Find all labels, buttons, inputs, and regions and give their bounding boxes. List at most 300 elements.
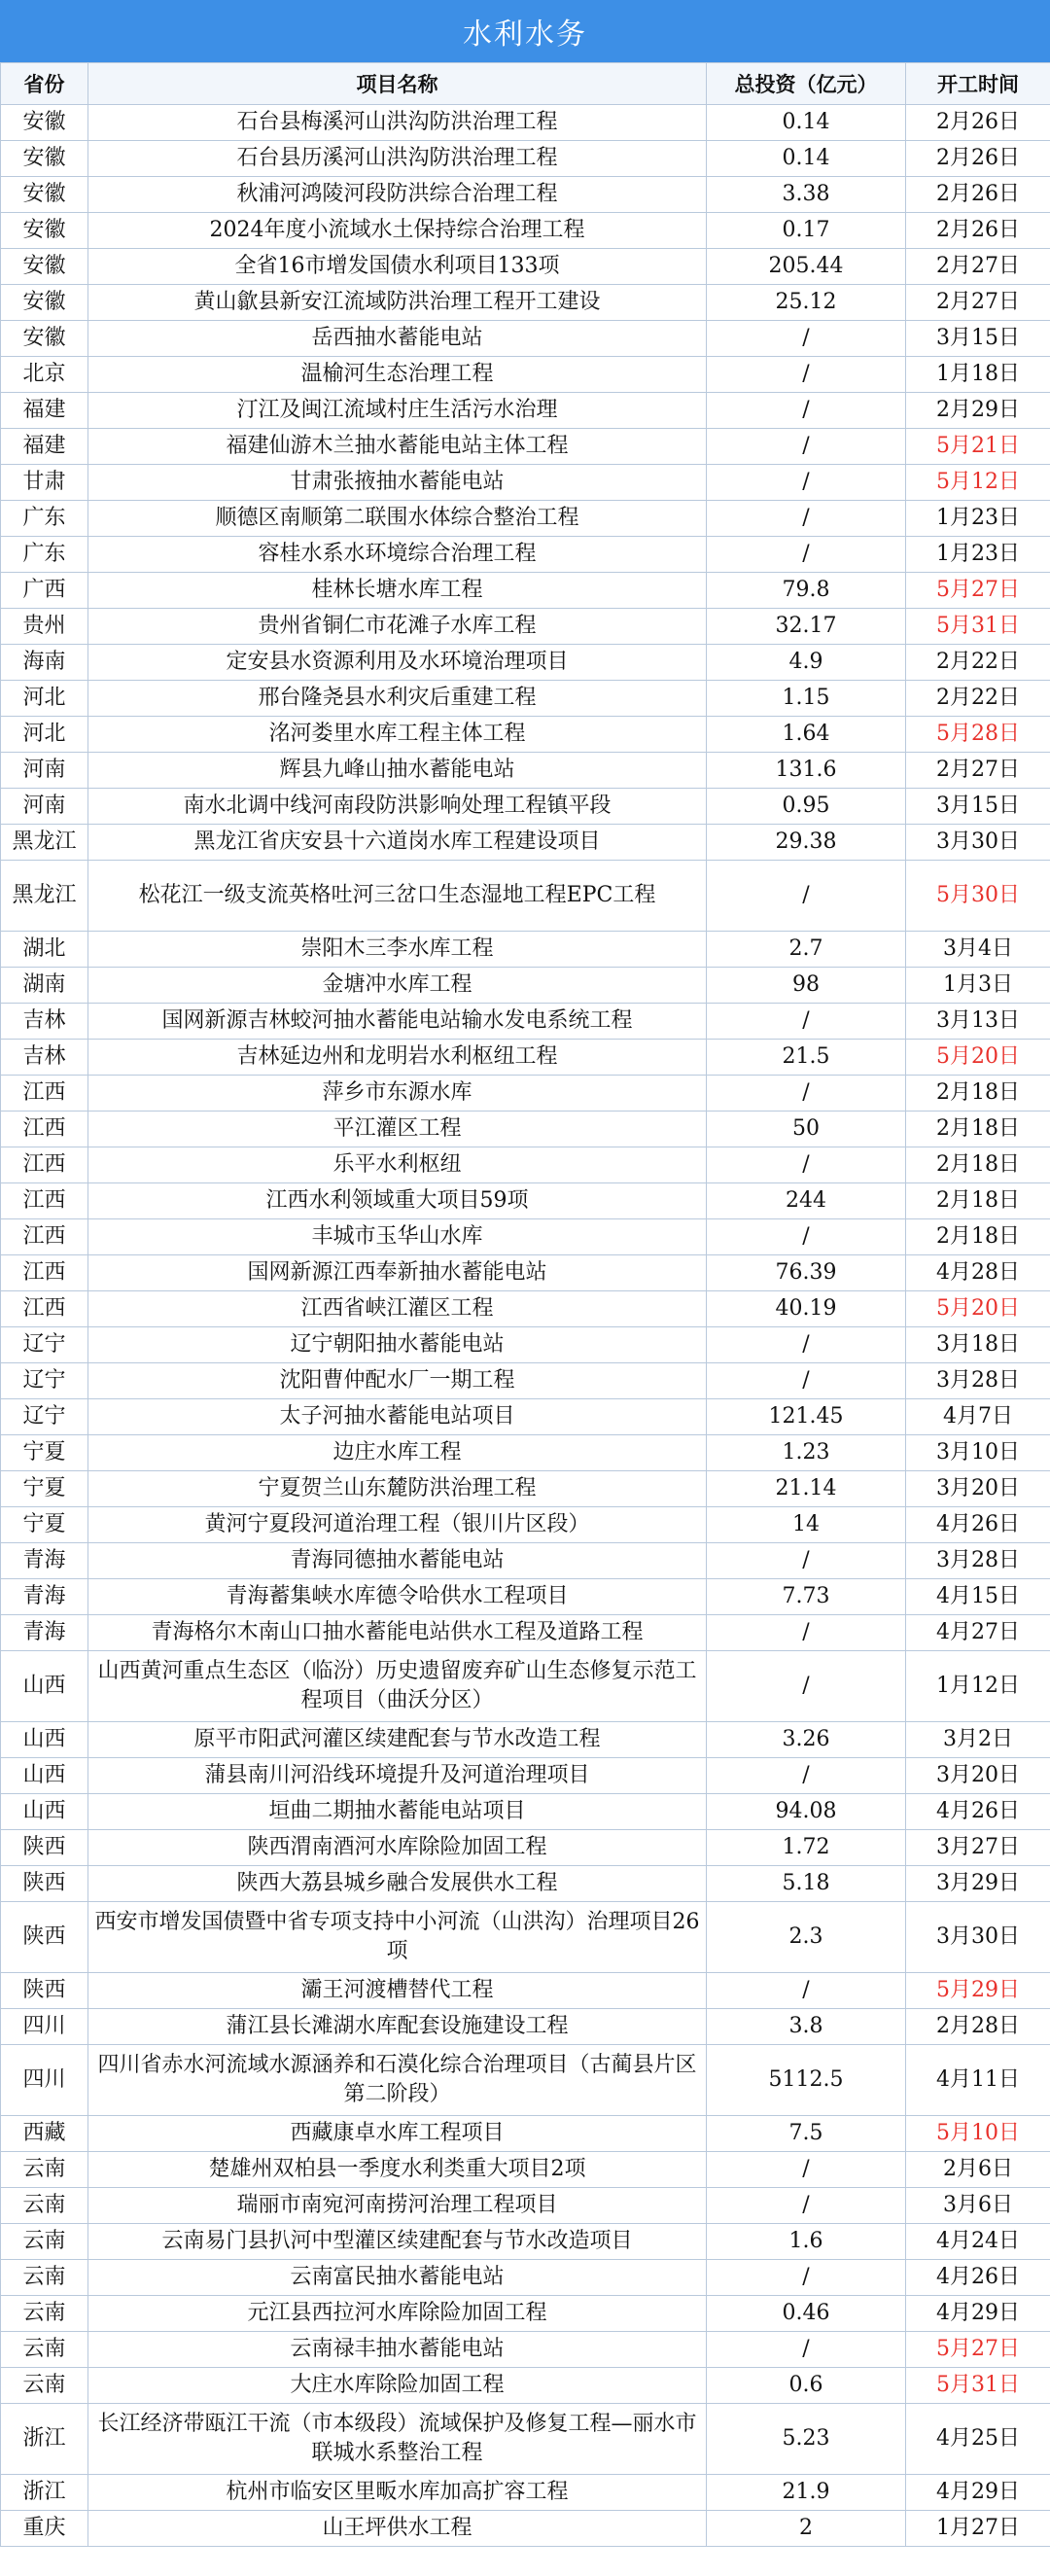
- cell-start-time: 4月29日: [906, 2296, 1050, 2332]
- table-row: [1, 1615, 1050, 1651]
- cell-total-investment: 0.17: [707, 213, 906, 249]
- cell-project-name: 国网新源吉林蛟河抽水蓄能电站输水发电系统工程: [88, 1004, 707, 1040]
- cell-province: 吉林: [1, 1040, 88, 1076]
- cell-start-time: 3月4日: [906, 932, 1050, 968]
- cell-province: 安徽: [1, 213, 88, 249]
- cell-province: 江西: [1, 1183, 88, 1219]
- cell-province: 贵州: [1, 609, 88, 645]
- cell-project-name: 丰城市玉华山水库: [88, 1219, 707, 1255]
- cell-total-investment: /: [707, 357, 906, 393]
- cell-project-name: 太子河抽水蓄能电站项目: [88, 1399, 707, 1435]
- cell-project-name: 蒲县南川河沿线环境提升及河道治理项目: [88, 1758, 707, 1794]
- cell-project-name: 石台县历溪河山洪沟防洪治理工程: [88, 141, 707, 177]
- table-row: [1, 1722, 1050, 1758]
- cell-total-investment: 0.14: [707, 141, 906, 177]
- cell-start-time: 3月6日: [906, 2188, 1050, 2224]
- cell-total-investment: 5.18: [707, 1866, 906, 1902]
- cell-project-name: 容桂水系水环境综合治理工程: [88, 537, 707, 573]
- cell-start-time: 5月20日: [906, 1291, 1050, 1327]
- cell-project-name: 黄山歙县新安江流域防洪治理工程开工建设: [88, 285, 707, 321]
- table-row: [1, 2475, 1050, 2511]
- cell-start-time: 3月29日: [906, 1866, 1050, 1902]
- cell-total-investment: 5.23: [707, 2404, 906, 2475]
- cell-province: 福建: [1, 429, 88, 465]
- cell-province: 江西: [1, 1219, 88, 1255]
- table-row: [1, 1147, 1050, 1183]
- table-row: [1, 321, 1050, 357]
- cell-project-name: 云南富民抽水蓄能电站: [88, 2260, 707, 2296]
- cell-project-name: 金塘冲水库工程: [88, 968, 707, 1004]
- cell-province: 江西: [1, 1291, 88, 1327]
- cell-total-investment: /: [707, 1219, 906, 1255]
- cell-start-time: 5月30日: [906, 861, 1050, 932]
- cell-province: 重庆: [1, 2511, 88, 2547]
- cell-total-investment: 94.08: [707, 1794, 906, 1830]
- cell-project-name: 辽宁朝阳抽水蓄能电站: [88, 1327, 707, 1363]
- cell-total-investment: 205.44: [707, 249, 906, 285]
- cell-total-investment: /: [707, 1004, 906, 1040]
- cell-project-name: 甘肃张掖抽水蓄能电站: [88, 465, 707, 501]
- cell-project-name: 西藏康卓水库工程项目: [88, 2116, 707, 2152]
- cell-project-name: 乐平水利枢纽: [88, 1147, 707, 1183]
- cell-start-time: 2月29日: [906, 393, 1050, 429]
- cell-project-name: 松花江一级支流英格吐河三岔口生态湿地工程EPC工程: [88, 861, 707, 932]
- cell-province: 陕西: [1, 1902, 88, 1973]
- cell-start-time: 3月2日: [906, 1722, 1050, 1758]
- table-row: [1, 2188, 1050, 2224]
- table-row: [1, 609, 1050, 645]
- cell-start-time: 3月15日: [906, 321, 1050, 357]
- cell-start-time: 4月25日: [906, 2404, 1050, 2475]
- cell-total-investment: /: [707, 1973, 906, 2009]
- cell-start-time: 4月28日: [906, 1255, 1050, 1291]
- table-row: [1, 2511, 1050, 2547]
- cell-start-time: 5月12日: [906, 465, 1050, 501]
- cell-start-time: 1月27日: [906, 2511, 1050, 2547]
- cell-total-investment: /: [707, 1327, 906, 1363]
- cell-total-investment: /: [707, 2152, 906, 2188]
- page-title: 水利水务: [0, 0, 1050, 62]
- cell-province: 安徽: [1, 141, 88, 177]
- table-row: [1, 1758, 1050, 1794]
- cell-total-investment: 79.8: [707, 573, 906, 609]
- cell-province: 云南: [1, 2260, 88, 2296]
- table-row: [1, 2260, 1050, 2296]
- table-row: [1, 2368, 1050, 2404]
- cell-total-investment: /: [707, 321, 906, 357]
- table-row: [1, 537, 1050, 573]
- table-row: [1, 681, 1050, 717]
- cell-province: 辽宁: [1, 1327, 88, 1363]
- cell-start-time: 5月27日: [906, 573, 1050, 609]
- cell-start-time: 2月18日: [906, 1183, 1050, 1219]
- cell-total-investment: 1.6: [707, 2224, 906, 2260]
- table-row: [1, 789, 1050, 825]
- cell-start-time: 3月30日: [906, 1902, 1050, 1973]
- cell-project-name: 桂林长塘水库工程: [88, 573, 707, 609]
- cell-province: 黑龙江: [1, 825, 88, 861]
- table-row: [1, 1794, 1050, 1830]
- table-row: [1, 393, 1050, 429]
- cell-project-name: 洺河娄里水库工程主体工程: [88, 717, 707, 753]
- table-row: [1, 932, 1050, 968]
- cell-start-time: 2月26日: [906, 213, 1050, 249]
- table-row: [1, 2045, 1050, 2116]
- cell-project-name: 萍乡市东源水库: [88, 1076, 707, 1112]
- cell-province: 辽宁: [1, 1363, 88, 1399]
- table-row: [1, 1866, 1050, 1902]
- cell-project-name: 温榆河生态治理工程: [88, 357, 707, 393]
- cell-start-time: 4月15日: [906, 1579, 1050, 1615]
- cell-province: 江西: [1, 1112, 88, 1147]
- cell-province: 北京: [1, 357, 88, 393]
- cell-start-time: 3月28日: [906, 1543, 1050, 1579]
- header-start-time: 开工时间: [906, 63, 1050, 105]
- table-row: [1, 1219, 1050, 1255]
- cell-project-name: 瑞丽市南宛河南捞河治理工程项目: [88, 2188, 707, 2224]
- cell-total-investment: /: [707, 501, 906, 537]
- header-total-investment: 总投资（亿元）: [707, 63, 906, 105]
- cell-total-investment: 1.64: [707, 717, 906, 753]
- cell-total-investment: 21.9: [707, 2475, 906, 2511]
- table-row: [1, 1579, 1050, 1615]
- table-row: [1, 249, 1050, 285]
- cell-start-time: 2月18日: [906, 1147, 1050, 1183]
- cell-province: 青海: [1, 1543, 88, 1579]
- project-table: [0, 62, 1050, 2547]
- cell-start-time: 5月27日: [906, 2332, 1050, 2368]
- table-row: [1, 573, 1050, 609]
- table-row: [1, 1112, 1050, 1147]
- cell-total-investment: 76.39: [707, 1255, 906, 1291]
- cell-start-time: 5月28日: [906, 717, 1050, 753]
- cell-total-investment: 40.19: [707, 1291, 906, 1327]
- cell-province: 陕西: [1, 1973, 88, 2009]
- cell-total-investment: 0.6: [707, 2368, 906, 2404]
- cell-start-time: 1月12日: [906, 1651, 1050, 1722]
- table-row: [1, 2116, 1050, 2152]
- cell-start-time: 2月28日: [906, 2009, 1050, 2045]
- cell-start-time: 4月11日: [906, 2045, 1050, 2116]
- cell-project-name: 辉县九峰山抽水蓄能电站: [88, 753, 707, 789]
- cell-start-time: 3月28日: [906, 1363, 1050, 1399]
- cell-start-time: 3月13日: [906, 1004, 1050, 1040]
- cell-project-name: 青海格尔木南山口抽水蓄能电站供水工程及道路工程: [88, 1615, 707, 1651]
- table-row: [1, 1255, 1050, 1291]
- cell-province: 广东: [1, 537, 88, 573]
- table-row: [1, 1471, 1050, 1507]
- cell-total-investment: /: [707, 2260, 906, 2296]
- cell-start-time: 2月26日: [906, 105, 1050, 141]
- cell-total-investment: 98: [707, 968, 906, 1004]
- cell-start-time: 4月26日: [906, 1507, 1050, 1543]
- table-row: [1, 105, 1050, 141]
- cell-province: 云南: [1, 2224, 88, 2260]
- cell-project-name: 四川省赤水河流域水源涵养和石漠化综合治理项目（古蔺县片区第二阶段）: [88, 2045, 707, 2116]
- header-province: 省份: [1, 63, 88, 105]
- cell-total-investment: /: [707, 1076, 906, 1112]
- cell-province: 青海: [1, 1579, 88, 1615]
- cell-province: 西藏: [1, 2116, 88, 2152]
- cell-total-investment: 2.3: [707, 1902, 906, 1973]
- table-row: [1, 141, 1050, 177]
- cell-start-time: 4月26日: [906, 1794, 1050, 1830]
- cell-province: 黑龙江: [1, 861, 88, 932]
- cell-start-time: 5月10日: [906, 2116, 1050, 2152]
- cell-start-time: 4月7日: [906, 1399, 1050, 1435]
- cell-project-name: 边庄水库工程: [88, 1435, 707, 1471]
- cell-total-investment: /: [707, 429, 906, 465]
- cell-province: 湖北: [1, 932, 88, 968]
- cell-total-investment: 50: [707, 1112, 906, 1147]
- cell-total-investment: 32.17: [707, 609, 906, 645]
- cell-province: 河南: [1, 789, 88, 825]
- table-row: [1, 645, 1050, 681]
- cell-total-investment: 0.46: [707, 2296, 906, 2332]
- cell-total-investment: 29.38: [707, 825, 906, 861]
- cell-total-investment: 7.73: [707, 1579, 906, 1615]
- cell-start-time: 5月29日: [906, 1973, 1050, 2009]
- table-row: [1, 1543, 1050, 1579]
- table-row: [1, 2152, 1050, 2188]
- cell-total-investment: /: [707, 1363, 906, 1399]
- table-row: [1, 177, 1050, 213]
- cell-province: 江西: [1, 1147, 88, 1183]
- cell-project-name: 全省16市增发国债水利项目133项: [88, 249, 707, 285]
- cell-project-name: 南水北调中线河南段防洪影响处理工程镇平段: [88, 789, 707, 825]
- cell-total-investment: 1.23: [707, 1435, 906, 1471]
- cell-total-investment: 7.5: [707, 2116, 906, 2152]
- cell-project-name: 崇阳木三李水库工程: [88, 932, 707, 968]
- cell-start-time: 2月26日: [906, 141, 1050, 177]
- cell-project-name: 蒲江县长滩湖水库配套设施建设工程: [88, 2009, 707, 2045]
- cell-project-name: 长江经济带瓯江干流（市本级段）流域保护及修复工程—丽水市联城水系整治工程: [88, 2404, 707, 2475]
- cell-start-time: 4月24日: [906, 2224, 1050, 2260]
- cell-project-name: 吉林延边州和龙明岩水利枢纽工程: [88, 1040, 707, 1076]
- cell-total-investment: 0.14: [707, 105, 906, 141]
- table-row: [1, 1291, 1050, 1327]
- cell-start-time: 5月31日: [906, 609, 1050, 645]
- cell-province: 海南: [1, 645, 88, 681]
- cell-project-name: 平江灌区工程: [88, 1112, 707, 1147]
- table-row: [1, 357, 1050, 393]
- cell-province: 江西: [1, 1255, 88, 1291]
- table-row: [1, 1363, 1050, 1399]
- cell-project-name: 灞王河渡槽替代工程: [88, 1973, 707, 2009]
- cell-project-name: 汀江及闽江流域村庄生活污水治理: [88, 393, 707, 429]
- cell-province: 四川: [1, 2009, 88, 2045]
- cell-province: 云南: [1, 2368, 88, 2404]
- table-row: [1, 753, 1050, 789]
- cell-total-investment: 1.72: [707, 1830, 906, 1866]
- cell-start-time: 3月18日: [906, 1327, 1050, 1363]
- cell-total-investment: 3.38: [707, 177, 906, 213]
- cell-project-name: 沈阳曹仲配水厂一期工程: [88, 1363, 707, 1399]
- cell-start-time: 2月27日: [906, 753, 1050, 789]
- cell-total-investment: /: [707, 1651, 906, 1722]
- cell-start-time: 2月18日: [906, 1112, 1050, 1147]
- cell-province: 云南: [1, 2332, 88, 2368]
- cell-total-investment: 21.14: [707, 1471, 906, 1507]
- cell-total-investment: 25.12: [707, 285, 906, 321]
- cell-province: 河北: [1, 717, 88, 753]
- cell-province: 宁夏: [1, 1507, 88, 1543]
- cell-project-name: 2024年度小流域水土保持综合治理工程: [88, 213, 707, 249]
- cell-province: 湖南: [1, 968, 88, 1004]
- cell-province: 安徽: [1, 177, 88, 213]
- cell-project-name: 陕西大荔县城乡融合发展供水工程: [88, 1866, 707, 1902]
- cell-project-name: 黄河宁夏段河道治理工程（银川片区段）: [88, 1507, 707, 1543]
- cell-start-time: 1月3日: [906, 968, 1050, 1004]
- table-row: [1, 213, 1050, 249]
- cell-province: 青海: [1, 1615, 88, 1651]
- header-project-name: 项目名称: [88, 63, 707, 105]
- cell-project-name: 元江县西拉河水库除险加固工程: [88, 2296, 707, 2332]
- cell-total-investment: 121.45: [707, 1399, 906, 1435]
- cell-project-name: 杭州市临安区里畈水库加高扩容工程: [88, 2475, 707, 2511]
- cell-project-name: 山王坪供水工程: [88, 2511, 707, 2547]
- cell-start-time: 2月22日: [906, 645, 1050, 681]
- cell-start-time: 3月20日: [906, 1471, 1050, 1507]
- cell-start-time: 1月23日: [906, 537, 1050, 573]
- table-row: [1, 1076, 1050, 1112]
- cell-project-name: 岳西抽水蓄能电站: [88, 321, 707, 357]
- cell-total-investment: /: [707, 465, 906, 501]
- cell-province: 山西: [1, 1651, 88, 1722]
- cell-total-investment: 2: [707, 2511, 906, 2547]
- cell-province: 山西: [1, 1758, 88, 1794]
- cell-start-time: 3月10日: [906, 1435, 1050, 1471]
- cell-total-investment: 4.9: [707, 645, 906, 681]
- cell-total-investment: /: [707, 1147, 906, 1183]
- cell-province: 安徽: [1, 321, 88, 357]
- cell-start-time: 1月23日: [906, 501, 1050, 537]
- cell-project-name: 云南易门县扒河中型灌区续建配套与节水改造项目: [88, 2224, 707, 2260]
- cell-project-name: 黑龙江省庆安县十六道岗水库工程建设项目: [88, 825, 707, 861]
- cell-project-name: 福建仙游木兰抽水蓄能电站主体工程: [88, 429, 707, 465]
- table-row: [1, 1040, 1050, 1076]
- table-row: [1, 465, 1050, 501]
- cell-province: 云南: [1, 2152, 88, 2188]
- table-row: [1, 717, 1050, 753]
- table-row: [1, 501, 1050, 537]
- cell-total-investment: 0.95: [707, 789, 906, 825]
- table-row: [1, 1830, 1050, 1866]
- cell-start-time: 3月27日: [906, 1830, 1050, 1866]
- cell-province: 江西: [1, 1076, 88, 1112]
- cell-project-name: 江西省峡江灌区工程: [88, 1291, 707, 1327]
- cell-total-investment: 2.7: [707, 932, 906, 968]
- cell-project-name: 青海蓄集峡水库德令哈供水工程项目: [88, 1579, 707, 1615]
- cell-start-time: 1月18日: [906, 357, 1050, 393]
- table-row: [1, 825, 1050, 861]
- cell-project-name: 青海同德抽水蓄能电站: [88, 1543, 707, 1579]
- cell-total-investment: /: [707, 1543, 906, 1579]
- table-row: [1, 1507, 1050, 1543]
- cell-project-name: 国网新源江西奉新抽水蓄能电站: [88, 1255, 707, 1291]
- table-row: [1, 1435, 1050, 1471]
- table-row: [1, 1973, 1050, 2009]
- cell-start-time: 2月18日: [906, 1219, 1050, 1255]
- cell-project-name: 原平市阳武河灌区续建配套与节水改造工程: [88, 1722, 707, 1758]
- cell-province: 安徽: [1, 249, 88, 285]
- table-row: [1, 1902, 1050, 1973]
- table-row: [1, 429, 1050, 465]
- cell-province: 云南: [1, 2296, 88, 2332]
- cell-province: 辽宁: [1, 1399, 88, 1435]
- cell-project-name: 定安县水资源利用及水环境治理项目: [88, 645, 707, 681]
- cell-province: 河北: [1, 681, 88, 717]
- cell-project-name: 顺德区南顺第二联围水体综合整治工程: [88, 501, 707, 537]
- cell-province: 山西: [1, 1722, 88, 1758]
- cell-total-investment: /: [707, 1758, 906, 1794]
- table-row: [1, 2009, 1050, 2045]
- cell-total-investment: 1.15: [707, 681, 906, 717]
- table-row: [1, 2332, 1050, 2368]
- cell-province: 宁夏: [1, 1471, 88, 1507]
- cell-start-time: 3月30日: [906, 825, 1050, 861]
- cell-province: 陕西: [1, 1866, 88, 1902]
- cell-total-investment: /: [707, 393, 906, 429]
- cell-start-time: 5月20日: [906, 1040, 1050, 1076]
- cell-province: 安徽: [1, 285, 88, 321]
- table-row: [1, 1399, 1050, 1435]
- cell-province: 福建: [1, 393, 88, 429]
- cell-start-time: 2月27日: [906, 249, 1050, 285]
- cell-province: 浙江: [1, 2475, 88, 2511]
- cell-start-time: 2月26日: [906, 177, 1050, 213]
- table-row: [1, 1004, 1050, 1040]
- cell-province: 安徽: [1, 105, 88, 141]
- cell-province: 云南: [1, 2188, 88, 2224]
- cell-project-name: 楚雄州双柏县一季度水利类重大项目2项: [88, 2152, 707, 2188]
- cell-project-name: 邢台隆尧县水利灾后重建工程: [88, 681, 707, 717]
- cell-province: 广东: [1, 501, 88, 537]
- table-row: [1, 2224, 1050, 2260]
- cell-total-investment: /: [707, 861, 906, 932]
- cell-start-time: 4月27日: [906, 1615, 1050, 1651]
- cell-project-name: 垣曲二期抽水蓄能电站项目: [88, 1794, 707, 1830]
- cell-province: 浙江: [1, 2404, 88, 2475]
- table-row: [1, 1327, 1050, 1363]
- table-row: [1, 968, 1050, 1004]
- cell-total-investment: 3.26: [707, 1722, 906, 1758]
- table-row: [1, 2404, 1050, 2475]
- cell-province: 吉林: [1, 1004, 88, 1040]
- cell-project-name: 秋浦河鸿陵河段防洪综合治理工程: [88, 177, 707, 213]
- table-row: [1, 1651, 1050, 1722]
- cell-project-name: 贵州省铜仁市花滩子水库工程: [88, 609, 707, 645]
- cell-start-time: 4月26日: [906, 2260, 1050, 2296]
- cell-start-time: 2月22日: [906, 681, 1050, 717]
- table-header-row: [1, 63, 1050, 105]
- cell-project-name: 石台县梅溪河山洪沟防洪治理工程: [88, 105, 707, 141]
- cell-start-time: 3月20日: [906, 1758, 1050, 1794]
- cell-total-investment: 14: [707, 1507, 906, 1543]
- cell-project-name: 江西水利领域重大项目59项: [88, 1183, 707, 1219]
- cell-start-time: 4月29日: [906, 2475, 1050, 2511]
- cell-project-name: 山西黄河重点生态区（临汾）历史遗留废弃矿山生态修复示范工程项目（曲沃分区）: [88, 1651, 707, 1722]
- cell-start-time: 5月21日: [906, 429, 1050, 465]
- table-body: [1, 105, 1050, 2547]
- cell-start-time: 2月18日: [906, 1076, 1050, 1112]
- cell-total-investment: 244: [707, 1183, 906, 1219]
- cell-total-investment: /: [707, 537, 906, 573]
- cell-total-investment: 21.5: [707, 1040, 906, 1076]
- cell-project-name: 宁夏贺兰山东麓防洪治理工程: [88, 1471, 707, 1507]
- table-row: [1, 1183, 1050, 1219]
- cell-project-name: 大庄水库除险加固工程: [88, 2368, 707, 2404]
